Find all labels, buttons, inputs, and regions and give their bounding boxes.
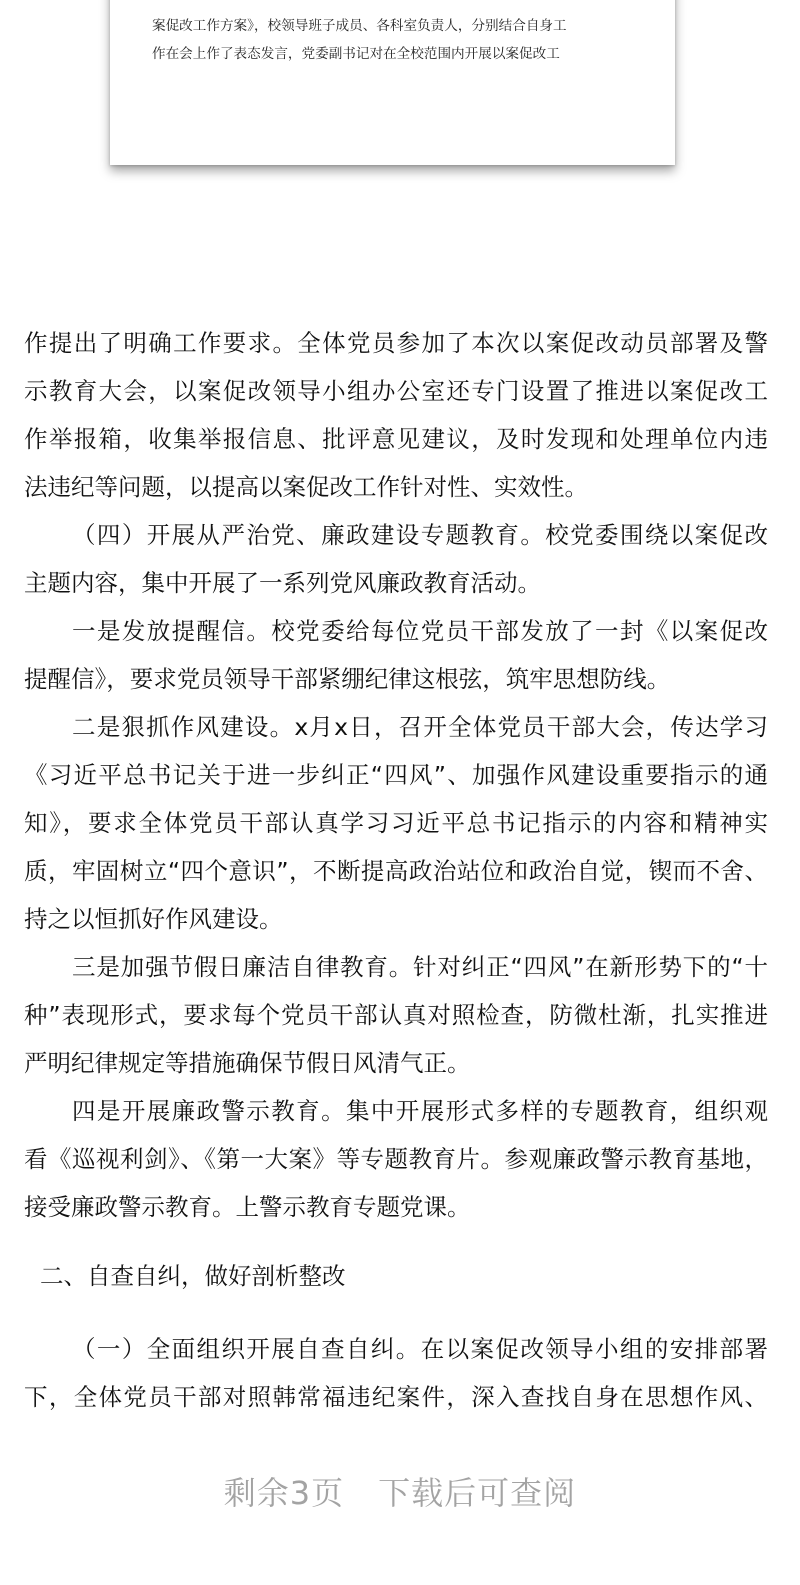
paragraph xyxy=(24,511,768,607)
paragraph xyxy=(24,703,768,943)
section-heading: 二、自查自纠，做好剖析整改 xyxy=(40,1262,346,1290)
paragraph xyxy=(24,607,768,703)
remaining-pages-text: 剩余3页 xyxy=(223,1474,345,1512)
paragraph xyxy=(24,943,768,1087)
card-text-line: 作在会上作了表态发言，党委副书记对在全校范围内开展以案促改工 xyxy=(152,46,560,62)
paragraph-line: 知》，要求全体党员干部认真学习习近平总书记指示的内容和精神实 xyxy=(24,809,768,837)
paragraph-line: 下，全体党员干部对照韩常福违纪案件，深入查找自身在思想作风、 xyxy=(24,1383,768,1411)
document-preview-card xyxy=(110,0,675,165)
download-to-view-text: 下载后可查阅 xyxy=(378,1474,577,1512)
paragraph-line: 一是发放提醒信。校党委给每位党员干部发放了一封《以案促改 xyxy=(72,617,768,645)
paragraph-line: 四是开展廉政警示教育。集中开展形式多样的专题教育，组织观 xyxy=(72,1097,768,1125)
paragraph-line: 提醒信》，要求党员领导干部紧绷纪律这根弦，筑牢思想防线。 xyxy=(24,665,671,693)
paragraph xyxy=(24,1087,768,1231)
paragraph-line: 接受廉政警示教育。上警示教育专题党课。 xyxy=(24,1193,471,1221)
paragraph-line: 法违纪等问题，以提高以案促改工作针对性、实效性。 xyxy=(24,473,588,501)
paragraph-line: 种”表现形式，要求每个党员干部认真对照检查，防微杜渐，扎实推进 xyxy=(24,1001,768,1029)
paragraph-line: 二是狠抓作风建设。x月x日，召开全体党员干部大会，传达学习 xyxy=(72,713,768,741)
paragraph-line: （四）开展从严治党、廉政建设专题教育。校党委围绕以案促改 xyxy=(72,521,768,549)
paragraph xyxy=(24,319,768,511)
paragraph-line: 质，牢固树立“四个意识”，不断提高政治站位和政治自觉，锲而不舍、 xyxy=(24,857,768,885)
paragraph-line: 三是加强节假日廉洁自律教育。针对纠正“四风”在新形势下的“十 xyxy=(72,953,768,981)
paragraph xyxy=(24,1325,768,1421)
paragraph-line: 看《巡视利剑》、《第一大案》等专题教育片。参观廉政警示教育基地， xyxy=(24,1145,768,1173)
paragraphs-after-heading xyxy=(24,1325,768,1421)
paragraph-line: 主题内容，集中开展了一系列党风廉政教育活动。 xyxy=(24,569,541,597)
download-prompt[interactable] xyxy=(0,1468,800,1514)
paragraph-line: 严明纪律规定等措施确保节假日风清气正。 xyxy=(24,1049,471,1077)
paragraphs-before-heading xyxy=(24,319,768,1231)
paragraph-line: 作提出了明确工作要求。全体党员参加了本次以案促改动员部署及警 xyxy=(24,329,768,357)
paragraph-line: （一）全面组织开展自查自纠。在以案促改领导小组的安排部署 xyxy=(72,1335,768,1363)
paragraph-line: 持之以恒抓好作风建设。 xyxy=(24,905,283,933)
paragraph-line: 《习近平总书记关于进一步纠正“四风”、加强作风建设重要指示的通 xyxy=(24,761,768,789)
paragraph-line: 示教育大会，以案促改领导小组办公室还专门设置了推进以案促改工 xyxy=(24,377,768,405)
paragraph-line: 作举报箱，收集举报信息、批评意见建议，及时发现和处理单位内违 xyxy=(24,425,768,453)
card-text-line: 案促改工作方案》，校领导班子成员、各科室负责人，分别结合自身工 xyxy=(152,18,567,34)
document-body xyxy=(24,319,768,1421)
